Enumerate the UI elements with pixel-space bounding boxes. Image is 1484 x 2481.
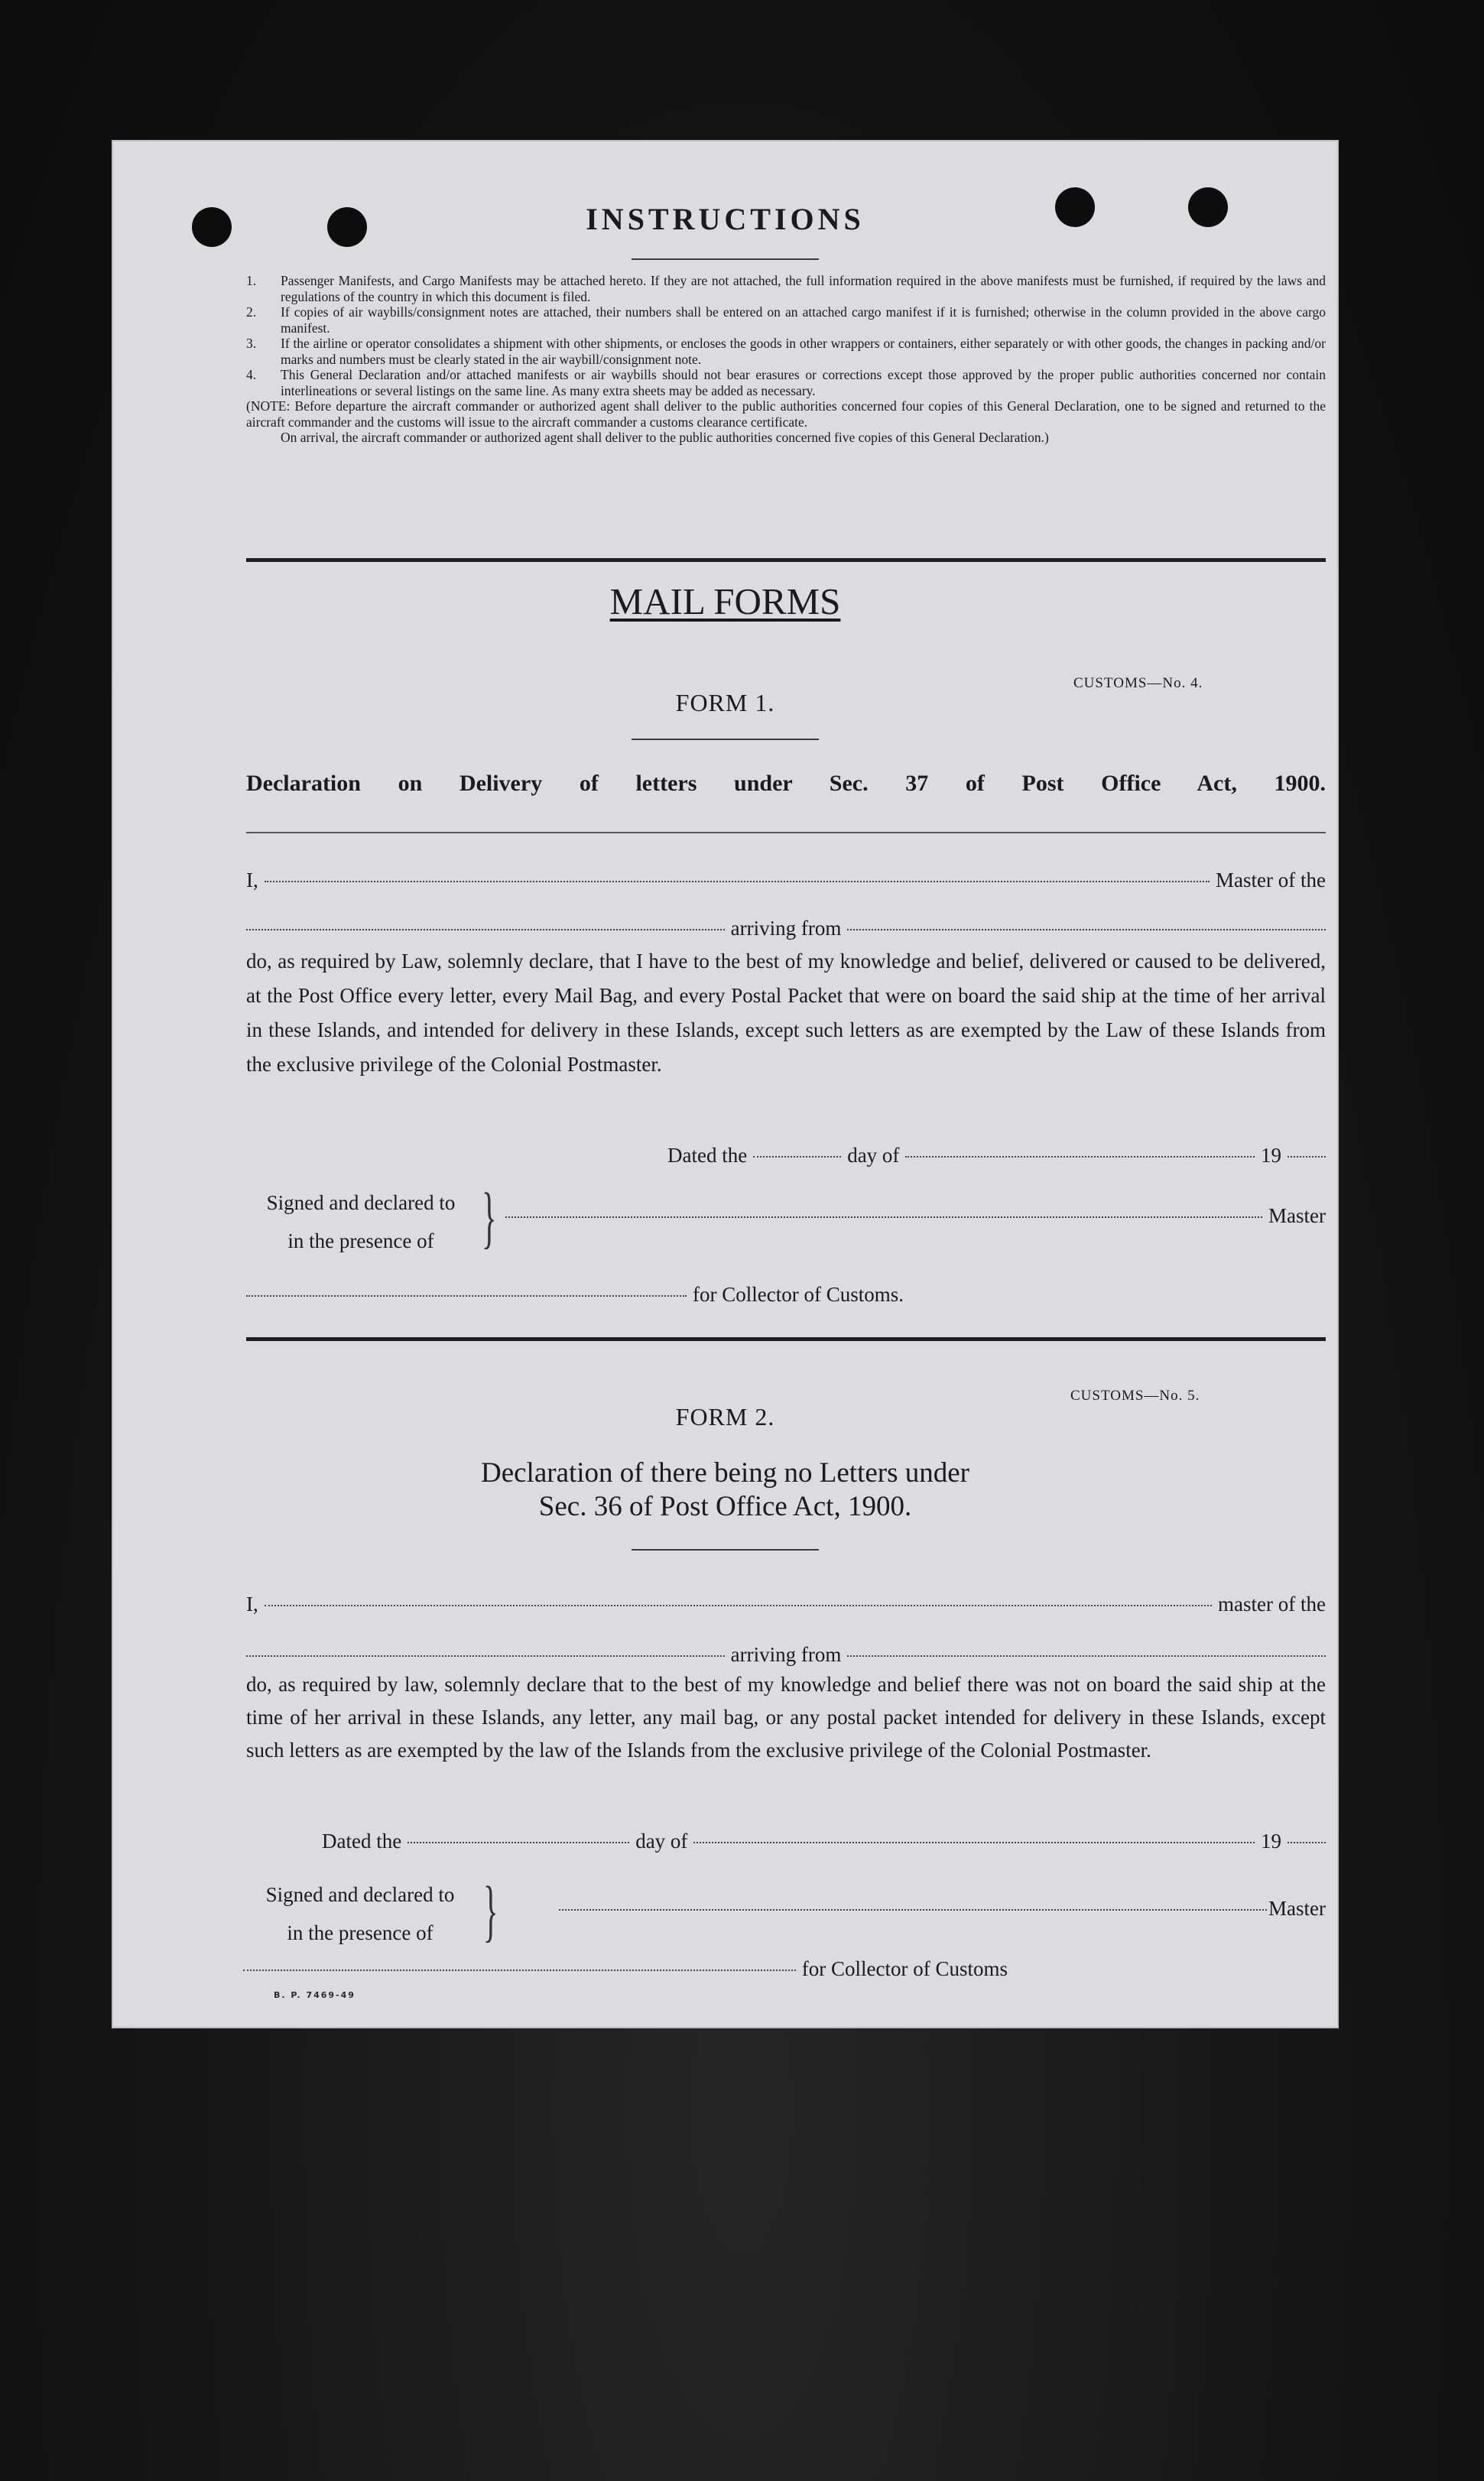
note-arrival: On arrival, the aircraft commander or authorized agent shall deliver to the public authorities concerned five copies of this General Declaration.) [281, 430, 1049, 445]
section-divider-top [246, 558, 1326, 562]
form1-collector-label: for Collector of Customs. [693, 1283, 904, 1306]
form1-heading: FORM 1. [675, 689, 775, 716]
form2-month-field[interactable] [693, 1842, 1255, 1843]
form2-collector-label: for Collector of Customs [801, 1957, 1008, 1980]
form2-dated-label: Dated the [322, 1830, 402, 1853]
form2-body: do, as required by law, solemnly declare that to the best of my knowledge and belief there was not on board the said ship at the time of her arrival in these Islands, any letter, any mail bag, or any postal packet intended for delivery in these Islands, except such letters as are exempted by the law of the Islands from the exclusive privilege of the Colonial Postmaster. [246, 1673, 1326, 1762]
form2-declaration-title [112, 1456, 1339, 1524]
form2-collector-field[interactable] [243, 1970, 796, 1971]
form2-day-field[interactable] [408, 1842, 629, 1843]
form1-date-line [667, 1144, 1326, 1167]
instructions-note [246, 398, 1326, 446]
form1-arriving-label: arriving from [730, 917, 842, 940]
instruction-item [246, 367, 1326, 398]
form2-i-label: I, [246, 1593, 258, 1616]
instruction-item [246, 336, 1326, 367]
section-divider-middle [246, 1337, 1326, 1341]
form2-title-rule [632, 1549, 819, 1551]
form1-customs-number: CUSTOMS—No. 4. [1073, 675, 1203, 691]
form1-name-field[interactable] [265, 881, 1210, 882]
form2-arriving-label: arriving from [730, 1643, 842, 1666]
form1-signed-line2: in the presence of [287, 1229, 434, 1252]
form1-signature-line [505, 1204, 1326, 1228]
form2-ship-field[interactable] [246, 1655, 725, 1657]
form2-customs-number: CUSTOMS—No. 5. [1070, 1388, 1200, 1404]
form2-origin-field[interactable] [847, 1655, 1326, 1657]
instructions-title: INSTRUCTIONS [586, 202, 865, 236]
instructions-title-rule [632, 258, 819, 260]
form2-master-of-label: master of the [1218, 1593, 1326, 1616]
form2-date-line [322, 1830, 1326, 1853]
form2-signed-block [242, 1875, 479, 1952]
instructions-list [246, 273, 1326, 446]
instruction-item [246, 304, 1326, 336]
instruction-text: Passenger Manifests, and Cargo Manifests may be attached hereto. If they are not attached, the full information required in the above manifests must be furnished, if required by the laws and regulations of the country in which this document is filed. [281, 273, 1326, 304]
form1-master-of-label: Master of the [1216, 869, 1326, 891]
form1-ship-field[interactable] [246, 929, 725, 930]
document-page [112, 140, 1339, 2028]
form2-master-label: Master [1268, 1897, 1326, 1920]
instruction-text: This General Declaration and/or attached manifests or air waybills should not bear erasures or corrections except those approved by the proper public authorities concerned nor contain interlineations or several listings on the same line. As many extra sheets may be added as necessary. [281, 367, 1326, 398]
form1-signed-block [246, 1184, 476, 1260]
form2-signature-field[interactable] [559, 1909, 1267, 1911]
form1-collector-field[interactable] [246, 1295, 687, 1297]
form1-heading-rule [632, 739, 819, 740]
form2-collector-line [243, 1957, 1008, 1981]
form2-signature-line [559, 1897, 1326, 1921]
instruction-number: 2. [246, 304, 257, 320]
form2-declaration-line1: Declaration of there being no Letters under [480, 1457, 969, 1489]
form1-year-field[interactable] [1288, 1156, 1326, 1158]
form1-collector-line [246, 1283, 904, 1307]
instruction-number: 4. [246, 367, 257, 382]
form2-declaration-line2: Sec. 36 of Post Office Act, 1900. [538, 1491, 912, 1522]
instruction-text: If the airline or operator consolidates a shipment with other shipments, or encloses the goods in other wrappers or containers, either separately or with other goods, the changes in packing and/or marks and numbers must be clearly stated in the air waybill/consignment note. [281, 336, 1326, 367]
form1-month-field[interactable] [905, 1156, 1255, 1158]
form1-master-line [246, 869, 1326, 892]
form1-origin-field[interactable] [847, 929, 1326, 930]
form2-arriving-line [246, 1643, 1326, 1667]
form2-brace: } [483, 1873, 498, 1949]
form1-day-field[interactable] [753, 1156, 841, 1158]
form2-heading: FORM 2. [675, 1403, 775, 1430]
form2-signed-line2: in the presence of [287, 1921, 434, 1944]
form1-signature-field[interactable] [505, 1216, 1262, 1218]
mail-forms-title: MAIL FORMS [609, 580, 841, 622]
form1-brace: } [482, 1180, 497, 1255]
instruction-number: 1. [246, 273, 257, 288]
form2-name-field[interactable] [265, 1605, 1212, 1606]
printer-code: B. P. 7469-49 [274, 1990, 356, 2000]
form1-i-label: I, [246, 869, 258, 891]
form2-year-field[interactable] [1288, 1842, 1326, 1843]
form1-dated-label: Dated the [667, 1144, 748, 1167]
form1-title-rule [246, 832, 1326, 833]
instruction-text: If copies of air waybills/consignment notes are attached, their numbers shall be entered on an attached cargo manifest if it is furnished; otherwise in the column provided in the above cargo manifest. [281, 304, 1326, 336]
form1-day-of-label: day of [847, 1144, 900, 1167]
form1-arriving-line [246, 917, 1326, 940]
note-departure: (NOTE: Before departure the aircraft commander or authorized agent shall deliver to the public authorities concerned four copies of this General Declaration, one to be signed and returned to the aircraft commander and the customs will issue to the aircraft commander a customs clearance certificate. [246, 398, 1326, 430]
form1-body: do, as required by Law, solemnly declare, that I have to the best of my knowledge and belief, delivered or caused to be delivered, at the Post Office every letter, every Mail Bag, and every Postal Packet that were on board the said ship at the time of her arrival in these Islands, and intended for delivery in these Islands, except such letters as are exempted by the Law of these Islands from the exclusive privilege of the Colonial Postmaster. [246, 950, 1326, 1076]
form1-signed-line1: Signed and declared to [266, 1191, 456, 1214]
form1-year-label: 19 [1261, 1144, 1281, 1167]
form1-declaration-title: Declaration on Delivery of letters under Sec. 37 of Post Office Act, 1900. [246, 771, 1326, 796]
form1-master-label: Master [1268, 1204, 1326, 1227]
form2-master-line [246, 1593, 1326, 1616]
instruction-item [246, 273, 1326, 304]
form2-day-of-label: day of [635, 1830, 688, 1853]
form2-year-label: 19 [1261, 1830, 1281, 1853]
instruction-number: 3. [246, 336, 257, 351]
form2-signed-line1: Signed and declared to [265, 1883, 455, 1906]
